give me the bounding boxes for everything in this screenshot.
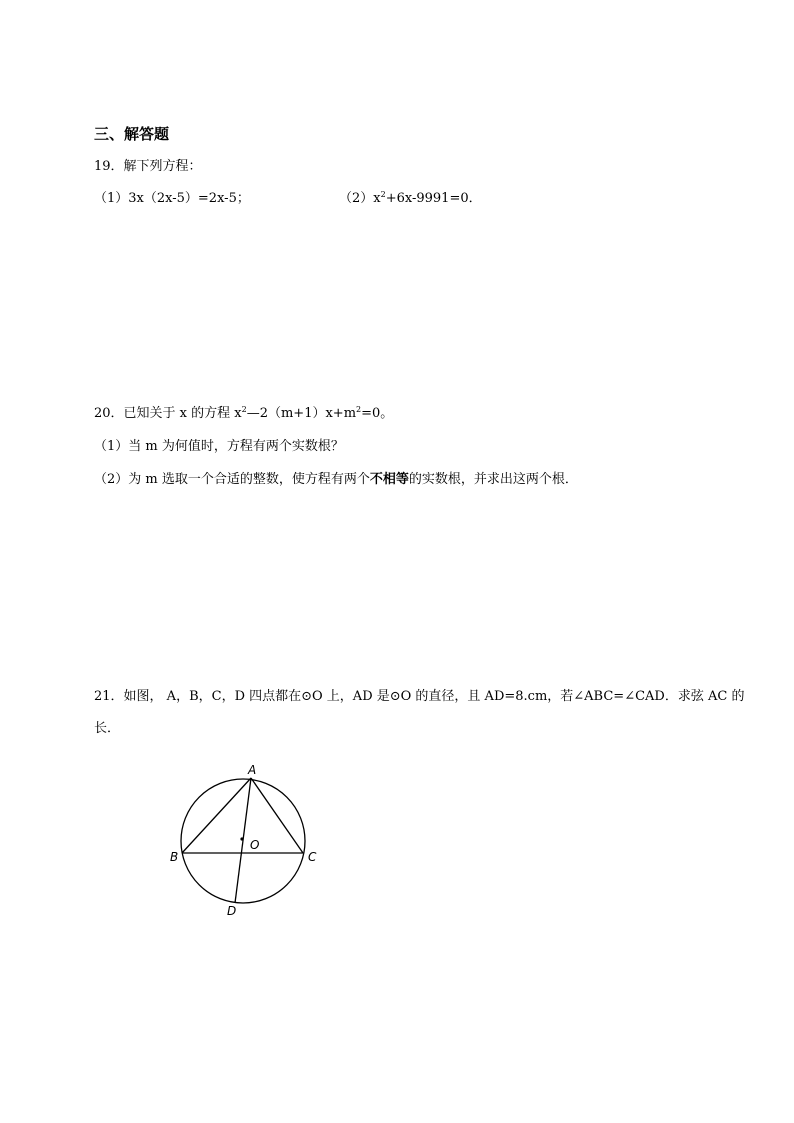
question-19-part-2: $(2)x^2+6x-9991=0$．: [339, 190, 482, 206]
question-19-stem: 19．解下列方程：: [94, 159, 202, 174]
center-point: [240, 837, 243, 840]
chord-ab: [182, 778, 251, 853]
question-21-stem-continued: 长．: [94, 721, 121, 736]
emphasis-text: 不相等: [369, 472, 409, 487]
question-20-stem: 20．已知关于 x 的方程 $x^2—2(m+1)x+m^2=0$。: [94, 405, 394, 421]
circle-geometry-figure: [160, 755, 335, 925]
label-b: B: [170, 850, 179, 864]
section-title: 三、解答题: [94, 125, 170, 143]
label-o: O: [250, 838, 260, 852]
question-20-part-2: （2）为 m 选取一个合适的整数，使方程有两个不相等的实数根，并求出这两个根．: [94, 472, 578, 487]
label-d: D: [227, 904, 237, 918]
diameter-ad: [235, 778, 251, 903]
question-19-part-1: （1）3x（2x-5）=2x-5；: [94, 191, 250, 206]
question-21-stem: 21．如图， A，B，C，D 四点都在⊙O 上，AD 是⊙O 的直径，且 AD=8.cm，若∠ABC=∠CAD．求弦 AC 的: [94, 689, 745, 704]
label-a: A: [248, 763, 257, 777]
label-c: C: [308, 850, 317, 864]
question-20-part-1: （1）当 m 为何值时，方程有两个实数根？: [94, 439, 344, 454]
